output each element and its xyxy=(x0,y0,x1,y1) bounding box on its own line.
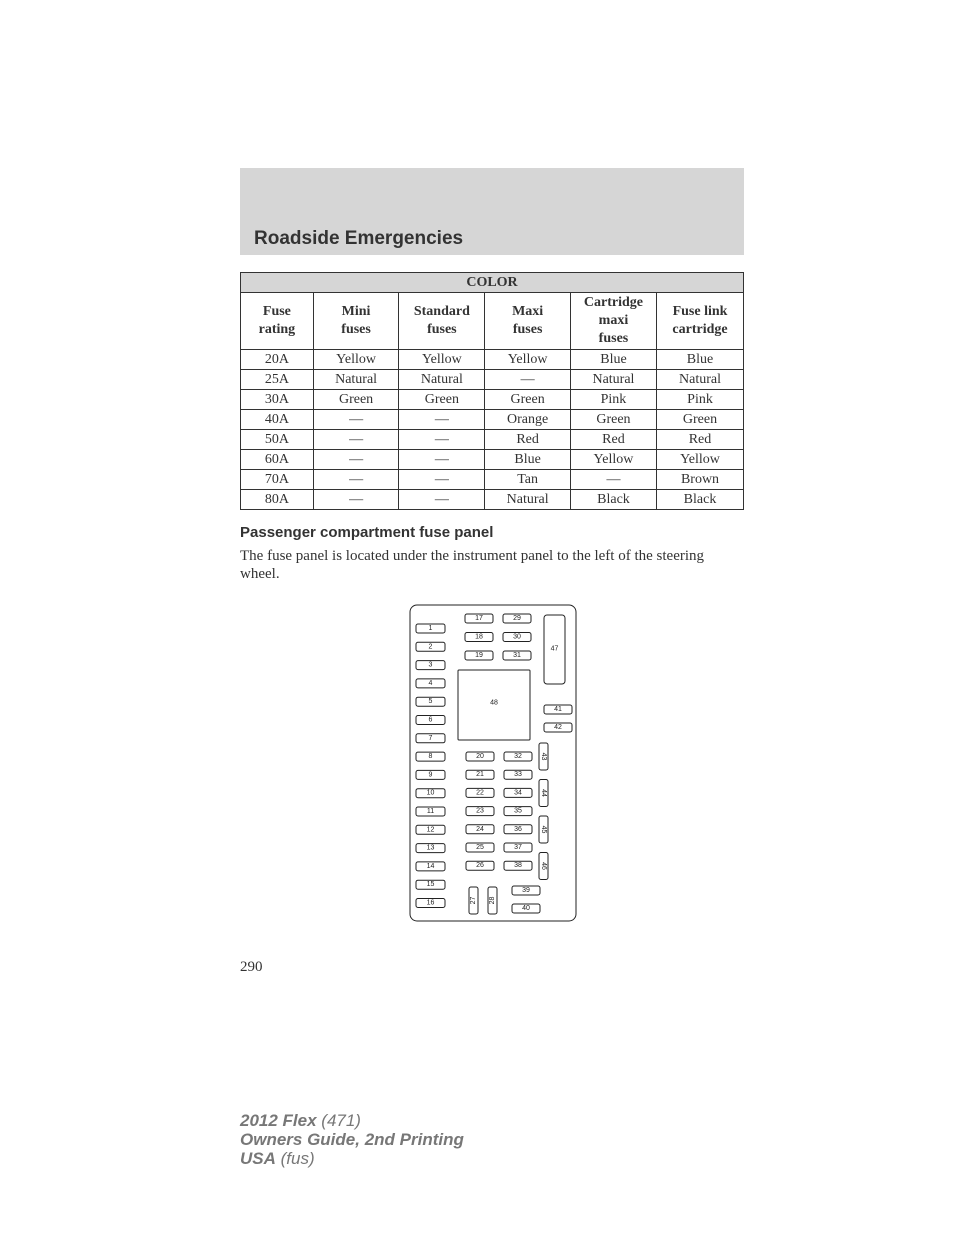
table-cell: 30A xyxy=(241,390,314,410)
fuse-label: 42 xyxy=(554,724,562,731)
fuse-label: 25 xyxy=(476,844,484,851)
page-title: Roadside Emergencies xyxy=(254,228,464,249)
table-cell: 70A xyxy=(241,470,314,490)
fuse-label: 44 xyxy=(540,789,547,797)
table-cell: — xyxy=(399,410,485,430)
column-header xyxy=(485,293,571,350)
table-cell: Green xyxy=(657,410,744,430)
table-cell: Yellow xyxy=(399,350,485,370)
table-cell: — xyxy=(313,410,399,430)
table-group-header: COLOR xyxy=(241,273,744,293)
column-header-line: fuses xyxy=(598,331,629,346)
table-row xyxy=(241,410,744,430)
table-body xyxy=(241,350,744,510)
fuse-label: 28 xyxy=(489,896,496,905)
fuse-label: 12 xyxy=(426,826,435,834)
table-cell: — xyxy=(313,430,399,450)
table-cell: — xyxy=(313,470,399,490)
fuse-label: 19 xyxy=(475,652,483,659)
column-header-line: Mini xyxy=(341,304,371,319)
table-row xyxy=(241,350,744,370)
table-row xyxy=(241,390,744,410)
table-cell: Black xyxy=(657,490,744,510)
table-cell: Orange xyxy=(485,410,571,430)
column-header xyxy=(570,293,656,350)
table-cell: 80A xyxy=(241,490,314,510)
table-cell: — xyxy=(399,430,485,450)
fuse-label: 23 xyxy=(476,807,484,815)
column-header-line: fuses xyxy=(341,322,371,337)
footer-market-code: (fus) xyxy=(275,1149,315,1168)
fuse-label: 3 xyxy=(428,661,433,669)
table-cell: 20A xyxy=(241,350,314,370)
table-cell: — xyxy=(313,490,399,510)
fuse-color-table xyxy=(240,272,744,510)
fuse-label: 48 xyxy=(490,699,498,707)
fuse-label: 17 xyxy=(475,615,483,622)
fuse-label: 21 xyxy=(476,771,484,779)
table-cell: 25A xyxy=(241,370,314,390)
footer-model-code: (471) xyxy=(316,1111,361,1130)
fuse-label: 36 xyxy=(514,825,522,833)
column-header-line: Maxi xyxy=(512,304,544,319)
table-cell: Natural xyxy=(313,370,399,390)
fuse-label: 20 xyxy=(476,753,484,760)
fuse-label: 22 xyxy=(476,789,484,797)
table-cell: — xyxy=(485,370,571,390)
table-cell: Yellow xyxy=(313,350,399,370)
fuse-label: 32 xyxy=(514,753,522,760)
fuse-label: 47 xyxy=(550,645,559,653)
fuse-label: 4 xyxy=(428,679,433,687)
table-cell: Natural xyxy=(399,370,485,390)
fuse-label: 46 xyxy=(540,862,547,870)
table-cell: Blue xyxy=(657,350,744,370)
subsection-title: Passenger compartment fuse panel xyxy=(240,524,494,541)
table-cell: Pink xyxy=(657,390,744,410)
column-header xyxy=(241,293,314,350)
table-cell: Green xyxy=(313,390,399,410)
table-cell: — xyxy=(399,470,485,490)
column-header-line: fuses xyxy=(512,322,543,337)
table-row xyxy=(241,370,744,390)
fuse-label: 39 xyxy=(522,887,530,894)
column-header-line: Fuse xyxy=(262,304,291,319)
table-cell: Red xyxy=(657,430,744,450)
column-header-line: Standard xyxy=(413,304,470,319)
fuse-label: 13 xyxy=(426,844,435,852)
fuse-label: 5 xyxy=(428,698,433,706)
fuse-label: 15 xyxy=(426,881,435,889)
fuse-label: 34 xyxy=(514,789,522,797)
table-cell: Natural xyxy=(485,490,571,510)
fuse-label: 11 xyxy=(426,808,435,815)
column-header xyxy=(313,293,399,350)
table-row xyxy=(241,470,744,490)
footer-market: USA xyxy=(240,1149,276,1168)
fuse-label: 24 xyxy=(476,825,484,833)
fuse-label: 14 xyxy=(426,862,435,870)
fuse-label: 9 xyxy=(428,771,433,779)
table-cell: Brown xyxy=(657,470,744,490)
fuse-label: 30 xyxy=(513,633,521,641)
table-cell: Natural xyxy=(570,370,656,390)
fuse-label: 29 xyxy=(513,615,521,622)
table-cell: Red xyxy=(485,430,571,450)
table-cell: Green xyxy=(399,390,485,410)
fuse-panel-diagram xyxy=(405,600,581,926)
fuse-label: 16 xyxy=(426,899,435,907)
table-cell: 60A xyxy=(241,450,314,470)
fuse-label: 7 xyxy=(428,734,433,742)
column-header-line: Fuse link xyxy=(672,304,728,319)
table-cell: Blue xyxy=(485,450,571,470)
footer xyxy=(240,1111,464,1168)
table-group-header-row xyxy=(241,273,744,293)
column-header xyxy=(657,293,744,350)
fuse-label: 8 xyxy=(428,753,433,761)
table-cell: Green xyxy=(485,390,571,410)
fuse-label: 41 xyxy=(554,706,562,713)
column-header-line: rating xyxy=(258,322,296,337)
fuse-label: 6 xyxy=(428,716,433,724)
table-cell: 40A xyxy=(241,410,314,430)
fuse-label: 10 xyxy=(426,789,435,797)
table-cell: — xyxy=(570,470,656,490)
table-row xyxy=(241,450,744,470)
fuse-label: 18 xyxy=(475,633,483,641)
fuse-label: 35 xyxy=(514,807,522,815)
fuse-label: 26 xyxy=(476,862,484,870)
column-header-line: fuses xyxy=(427,322,457,337)
fuse-label: 45 xyxy=(540,825,547,834)
fuse-label: 38 xyxy=(514,862,522,870)
fuse-label: 37 xyxy=(514,844,522,851)
table-cell: Red xyxy=(570,430,656,450)
table-cell: Green xyxy=(570,410,656,430)
fuse-label: 27 xyxy=(470,896,477,905)
table-cell: — xyxy=(313,450,399,470)
footer-line-2: Owners Guide, 2nd Printing xyxy=(240,1130,464,1149)
table-cell: 50A xyxy=(241,430,314,450)
table-cell: Pink xyxy=(570,390,656,410)
footer-model: 2012 Flex xyxy=(240,1111,317,1130)
fuse-label: 31 xyxy=(513,652,521,659)
table-cell: Black xyxy=(570,490,656,510)
footer-line-3 xyxy=(240,1149,464,1168)
table-cell: Yellow xyxy=(657,450,744,470)
table-cell: — xyxy=(399,490,485,510)
fuse-label: 33 xyxy=(514,771,522,779)
page-number: 290 xyxy=(240,959,263,975)
fuse-label: 1 xyxy=(428,625,433,632)
column-header xyxy=(399,293,485,350)
column-header-line: cartridge xyxy=(672,322,728,337)
fuse-label: 40 xyxy=(522,905,530,912)
table-cell: Tan xyxy=(485,470,571,490)
table-row xyxy=(241,430,744,450)
table-cell: Natural xyxy=(657,370,744,390)
column-header-line: Cartridge xyxy=(583,295,643,310)
footer-line-1 xyxy=(240,1111,464,1130)
fuse-label: 2 xyxy=(428,643,433,651)
fuse-label: 43 xyxy=(540,752,547,761)
column-header-line: maxi xyxy=(598,313,629,328)
table-row xyxy=(241,490,744,510)
table-column-header-row xyxy=(241,293,744,350)
table-cell: — xyxy=(399,450,485,470)
table-cell: Yellow xyxy=(485,350,571,370)
subsection-body: The fuse panel is located under the instrument panel to the left of the steering wheel. xyxy=(240,548,705,582)
table-cell: Blue xyxy=(570,350,656,370)
table-cell: Yellow xyxy=(570,450,656,470)
